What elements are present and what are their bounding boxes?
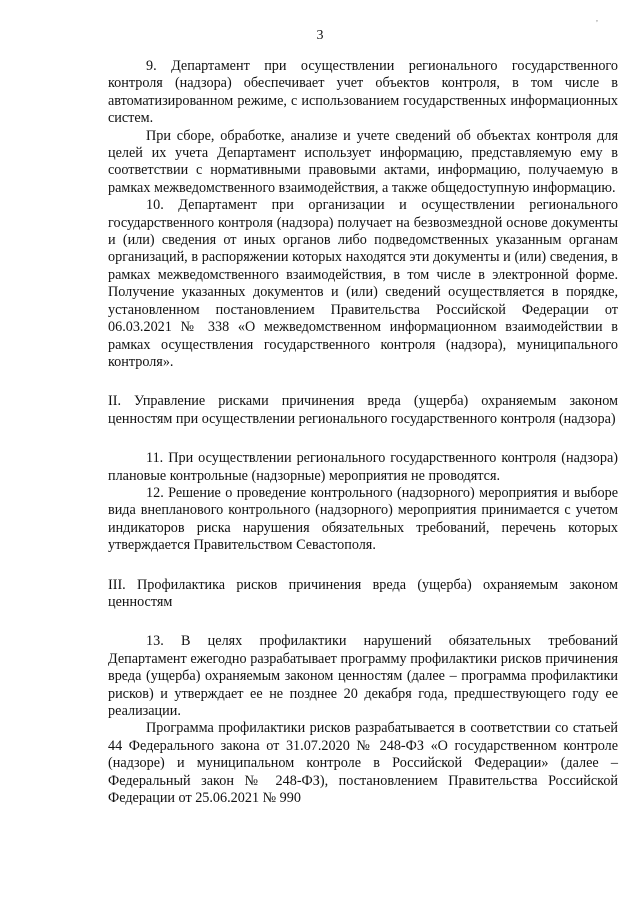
document-body bbox=[108, 58, 618, 807]
page-number: 3 bbox=[316, 28, 324, 43]
paragraph-9: 9. Департамент при осуществлении регионального государственного контроля (надзора) обеспечивает учет объектов контроля, в том числе в автоматизированном режиме, с использованием государственных информационных систем. bbox=[108, 58, 618, 127]
paragraph-11: 11. При осуществлении регионального государственного контроля (надзора) плановые контрольные (надзорные) мероприятия не проводятся. bbox=[108, 450, 618, 484]
section-3-heading: III. Профилактика рисков причинения вреда (ущерба) охраняемым законом ценностям bbox=[108, 576, 618, 610]
section-2 bbox=[108, 393, 618, 428]
paragraph-13-continued: Программа профилактики рисков разрабатывается в соответствии со статьей 44 Федерального закона от 31.07.2020 № 248-ФЗ «О государственном контроле (надзоре) и муниципальном контроле в Российской Федерации» (далее – Федеральный закон № 248-ФЗ), постановлением Правительства Российской Федерации от 25.06.2021 № 990 bbox=[108, 720, 618, 807]
paragraph-13: 13. В целях профилактики нарушений обязательных требований Департамент ежегодно разрабатывает программу профилактики рисков причинения вреда (ущерба) охраняемым законом ценностям (далее – программа профилактики рисков) и утверждает ее не позднее 20 декабря года, предшествующего году ее реализации. bbox=[108, 633, 618, 719]
section-2-heading: II. Управление рисками причинения вреда (ущерба) охраняемым законом ценностям при осуществлении регионального государственного контроля (надзора) bbox=[108, 393, 618, 427]
paragraph-12: 12. Решение о проведение контрольного (надзорного) мероприятия и выборе вида внепланового контрольного (надзорного) мероприятия принимается с учетом индикаторов риска нарушения обязательных требований, перечень которых утверждается Правительством Севастополя. bbox=[108, 484, 618, 554]
section-3 bbox=[108, 577, 618, 612]
edge-mark: , bbox=[596, 14, 598, 23]
paragraph-10: 10. Департамент при организации и осуществлении регионального государственного контроля (надзора) получает на безвозмездной основе документы и (или) сведения от иных органов либо подведомственных указанным органам организаций, в распоряжении которых находятся эти документы и (или) сведения, в рамках межведомственного взаимодействия, в том числе в электронной форме. Получение указанных документов и (или) сведений осуществляется в порядке, установленном постановлением Правительства Российской Федерации от 06.03.2021 № 338 «О межведомственном информационном взаимодействии в рамках осуществления государственного контроля (надзора), муниципального контроля». bbox=[108, 197, 618, 370]
paragraph-9-continued: При сборе, обработке, анализе и учете сведений об объектах контроля для целей их учета Департамент использует информацию, представляемую ему в соответствии с нормативными правовыми актами, информацию, получаемую в рамках межведомственного взаимодействия, а также общедоступную информацию. bbox=[108, 127, 618, 196]
